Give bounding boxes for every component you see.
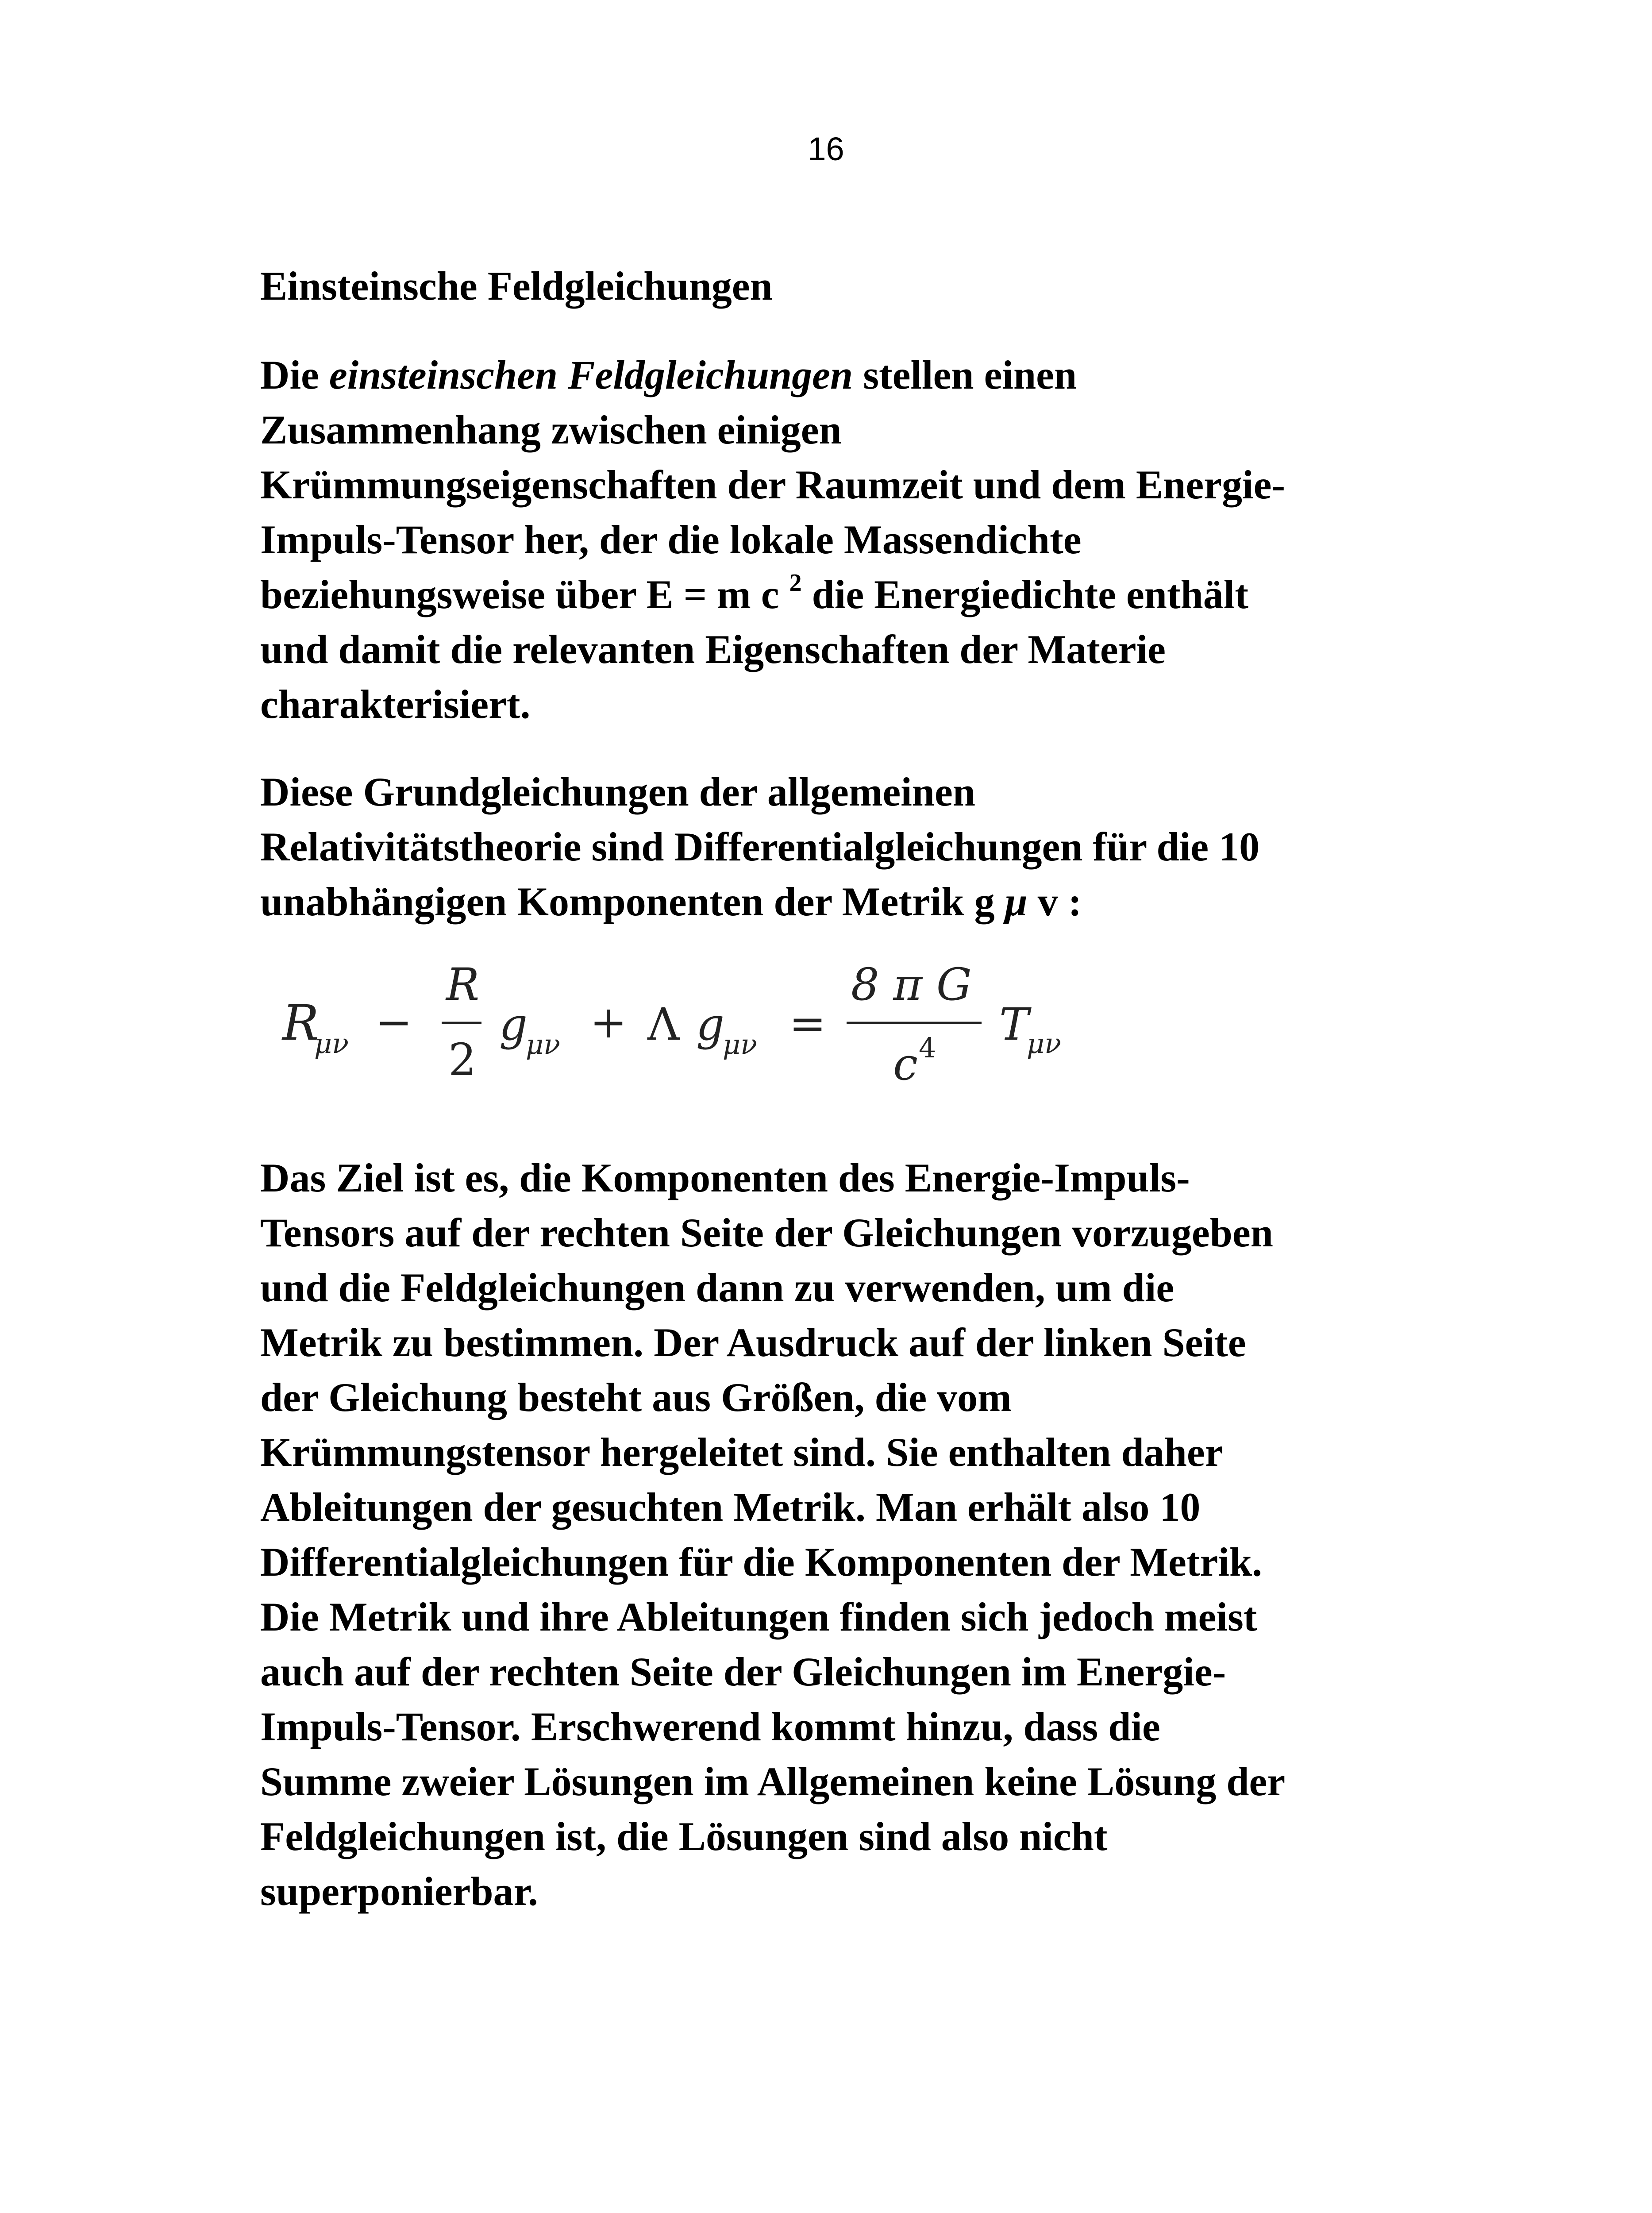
- text-line: Differentialgleichungen für die Komponenten der Metrik.: [260, 1539, 1263, 1585]
- formula-equals: =: [789, 998, 826, 1050]
- text-run: v :: [1027, 879, 1082, 925]
- text-line: Impuls-Tensor. Erschwerend kommt hinzu, dass die: [260, 1704, 1160, 1750]
- formula-fraction-numerator: R: [446, 959, 480, 1011]
- text-line: Metrik zu bestimmen. Der Ausdruck auf der linken Seite: [260, 1320, 1246, 1365]
- text-line: Summe zweier Lösungen im Allgemeinen keine Lösung der: [260, 1759, 1286, 1804]
- text-run: unabhängigen Komponenten der Metrik g: [260, 879, 1005, 925]
- formula-subscript: μν: [526, 1028, 560, 1061]
- formula-ricci-R: R: [282, 995, 319, 1052]
- text-line: Tensors auf der rechten Seite der Gleichungen vorzugeben: [260, 1210, 1273, 1256]
- emphasized-term: einsteinschen Feldgleichungen: [329, 352, 853, 398]
- formula-subscript: μν: [1027, 1027, 1061, 1060]
- text-line: der Gleichung besteht aus Größen, die vom: [260, 1375, 1012, 1420]
- text-line: charakterisiert.: [260, 682, 531, 727]
- text-run: beziehungsweise über E = m c: [260, 572, 789, 617]
- text-run: die Energiedichte enthält: [801, 572, 1248, 617]
- text-line: superponierbar.: [260, 1869, 538, 1914]
- text-line: [260, 874, 1420, 929]
- text-line: auch auf der rechten Seite der Gleichungen im Energie-: [260, 1649, 1226, 1695]
- formula-minus: −: [375, 996, 412, 1049]
- section-heading: Einsteinsche Feldgleichungen: [260, 263, 773, 308]
- text-line: und die Feldgleichungen dann zu verwenden, um die: [260, 1265, 1174, 1311]
- formula-tensor-T: T: [999, 999, 1029, 1051]
- page-number: 16: [808, 131, 844, 167]
- text-line: [260, 347, 1420, 402]
- text-line: Impuls-Tensor her, der die lokale Massendichte: [260, 517, 1082, 563]
- formula-plus: +: [590, 996, 627, 1049]
- field-equation-formula: [265, 929, 1150, 1124]
- text-line: und damit die relevanten Eigenschaften der Materie: [260, 627, 1166, 672]
- text-line: Feldgleichungen ist, die Lösungen sind also nicht: [260, 1814, 1108, 1859]
- paragraph-field-equations-intro: [260, 347, 1420, 732]
- formula-denominator-c: c: [893, 1038, 918, 1091]
- text-line: Relativitätstheorie sind Differentialgleichungen für die 10: [260, 824, 1260, 870]
- formula-exponent: 4: [919, 1032, 936, 1064]
- text-line: Krümmungseigenschaften der Raumzeit und dem Energie-: [260, 462, 1286, 508]
- formula-lambda: Λ: [647, 999, 680, 1051]
- text-line: [260, 567, 1420, 622]
- mu-symbol: μ: [1005, 879, 1028, 925]
- paragraph-differential-equations: [260, 764, 1420, 929]
- text-run: Die: [260, 352, 329, 398]
- paragraph-goal: [260, 1150, 1420, 1919]
- formula-fraction-numerator: 8 π G: [851, 959, 972, 1011]
- formula-subscript: μν: [314, 1027, 349, 1060]
- formula-subscript: μν: [723, 1028, 757, 1061]
- formula-metric-g: g: [499, 999, 528, 1051]
- text-line: Die Metrik und ihre Ableitungen finden sich jedoch meist: [260, 1594, 1257, 1640]
- text-run: stellen einen: [853, 352, 1077, 398]
- formula-metric-g: g: [696, 999, 725, 1051]
- formula-fraction-denominator: 2: [448, 1034, 477, 1086]
- text-line: Ableitungen der gesuchten Metrik. Man erhält also 10: [260, 1484, 1201, 1530]
- document-body: [260, 264, 1420, 1919]
- superscript-exponent: 2: [789, 569, 802, 597]
- text-line: Diese Grundgleichungen der allgemeinen: [260, 769, 975, 815]
- text-line: Das Ziel ist es, die Komponenten des Energie-Impuls-: [260, 1155, 1190, 1201]
- text-line: Krümmungstensor hergeleitet sind. Sie enthalten daher: [260, 1430, 1223, 1475]
- text-line: Zusammenhang zwischen einigen: [260, 407, 842, 453]
